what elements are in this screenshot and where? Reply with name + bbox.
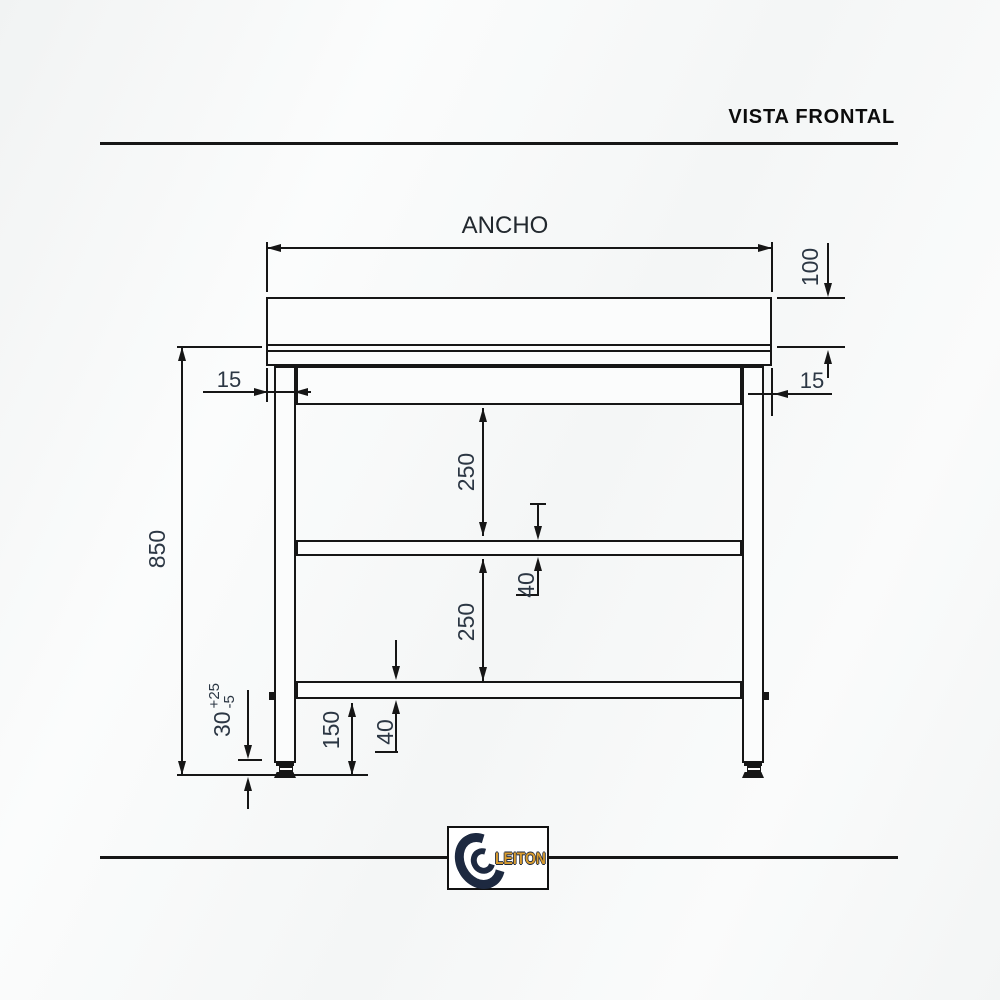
- dim-label-width: ANCHO: [461, 212, 549, 239]
- tolerance-minus: -5: [221, 695, 238, 709]
- dim-label-middle-shelf-thickness: 40: [513, 572, 539, 598]
- dim-line-tail: [247, 690, 249, 746]
- arrowhead: [244, 777, 252, 791]
- extension-line: [266, 368, 268, 402]
- arrowhead: [392, 666, 400, 680]
- dim-line-tail: [395, 640, 397, 666]
- arrowhead: [348, 703, 356, 717]
- dim-line-tail: [247, 791, 249, 809]
- dim-label-left-inset: 15: [216, 367, 242, 392]
- left-leg: [274, 366, 296, 763]
- dim-label-floor-clearance: 150: [318, 710, 344, 750]
- arrowhead: [824, 283, 832, 297]
- top-rail: [296, 366, 742, 405]
- arrowhead: [244, 745, 252, 759]
- dim-line-tail: [537, 505, 539, 527]
- extension-line: [177, 346, 262, 348]
- dim-label-right-inset: 15: [799, 368, 825, 393]
- extension-line: [777, 346, 845, 348]
- arrowhead: [348, 761, 356, 775]
- extension-line: [771, 368, 773, 416]
- floor-line: [177, 774, 368, 776]
- arrowhead: [254, 388, 268, 396]
- right-leg-bolt: [763, 692, 769, 700]
- foot-adjustment-tolerance: [207, 683, 237, 708]
- tolerance-plus: +25: [206, 682, 223, 709]
- arrowhead: [758, 244, 772, 252]
- dim-line-width: [267, 247, 772, 249]
- arrowhead: [178, 761, 186, 775]
- right-foot-screw: [747, 766, 761, 772]
- worktop-surface-line: [267, 344, 771, 346]
- arrowhead: [479, 408, 487, 422]
- right-foot-base: [742, 772, 764, 778]
- lower-shelf: [296, 681, 742, 699]
- page-title: VISTA FRONTAL: [728, 106, 895, 128]
- dim-line-upper-gap: [482, 408, 484, 536]
- right-leg: [742, 366, 764, 763]
- dim-line-backsplash: [827, 243, 829, 285]
- dim-label-lower-shelf-thickness: 40: [372, 719, 398, 745]
- arrowhead: [479, 522, 487, 536]
- dim-label-lower-gap: 250: [453, 602, 479, 642]
- arrowhead: [267, 244, 281, 252]
- dim-label-backsplash-height: 100: [797, 247, 823, 287]
- left-foot-screw: [279, 766, 293, 772]
- dim-line-total-height: [181, 347, 183, 775]
- arrowhead: [479, 667, 487, 681]
- header-rule: [100, 142, 898, 145]
- logo-text: LEITON: [495, 849, 546, 868]
- arrowhead: [294, 388, 308, 396]
- left-leg-bolt: [269, 692, 275, 700]
- tabletop-backsplash: [266, 297, 772, 366]
- dim-label-total-height: 850: [144, 529, 170, 569]
- arrowhead: [479, 559, 487, 573]
- company-logo: [447, 826, 549, 890]
- arrowhead: [824, 350, 832, 364]
- dim-line-lower-gap: [482, 559, 484, 681]
- worktop-edge-line: [267, 350, 771, 352]
- dim-label-foot-adjustment: [204, 662, 240, 758]
- arrowhead: [178, 347, 186, 361]
- dim-label-upper-gap: 250: [453, 452, 479, 492]
- extension-line: [238, 759, 262, 761]
- arrowhead: [774, 390, 788, 398]
- arrowhead: [534, 526, 542, 540]
- foot-adjustment-value: 30: [208, 711, 235, 738]
